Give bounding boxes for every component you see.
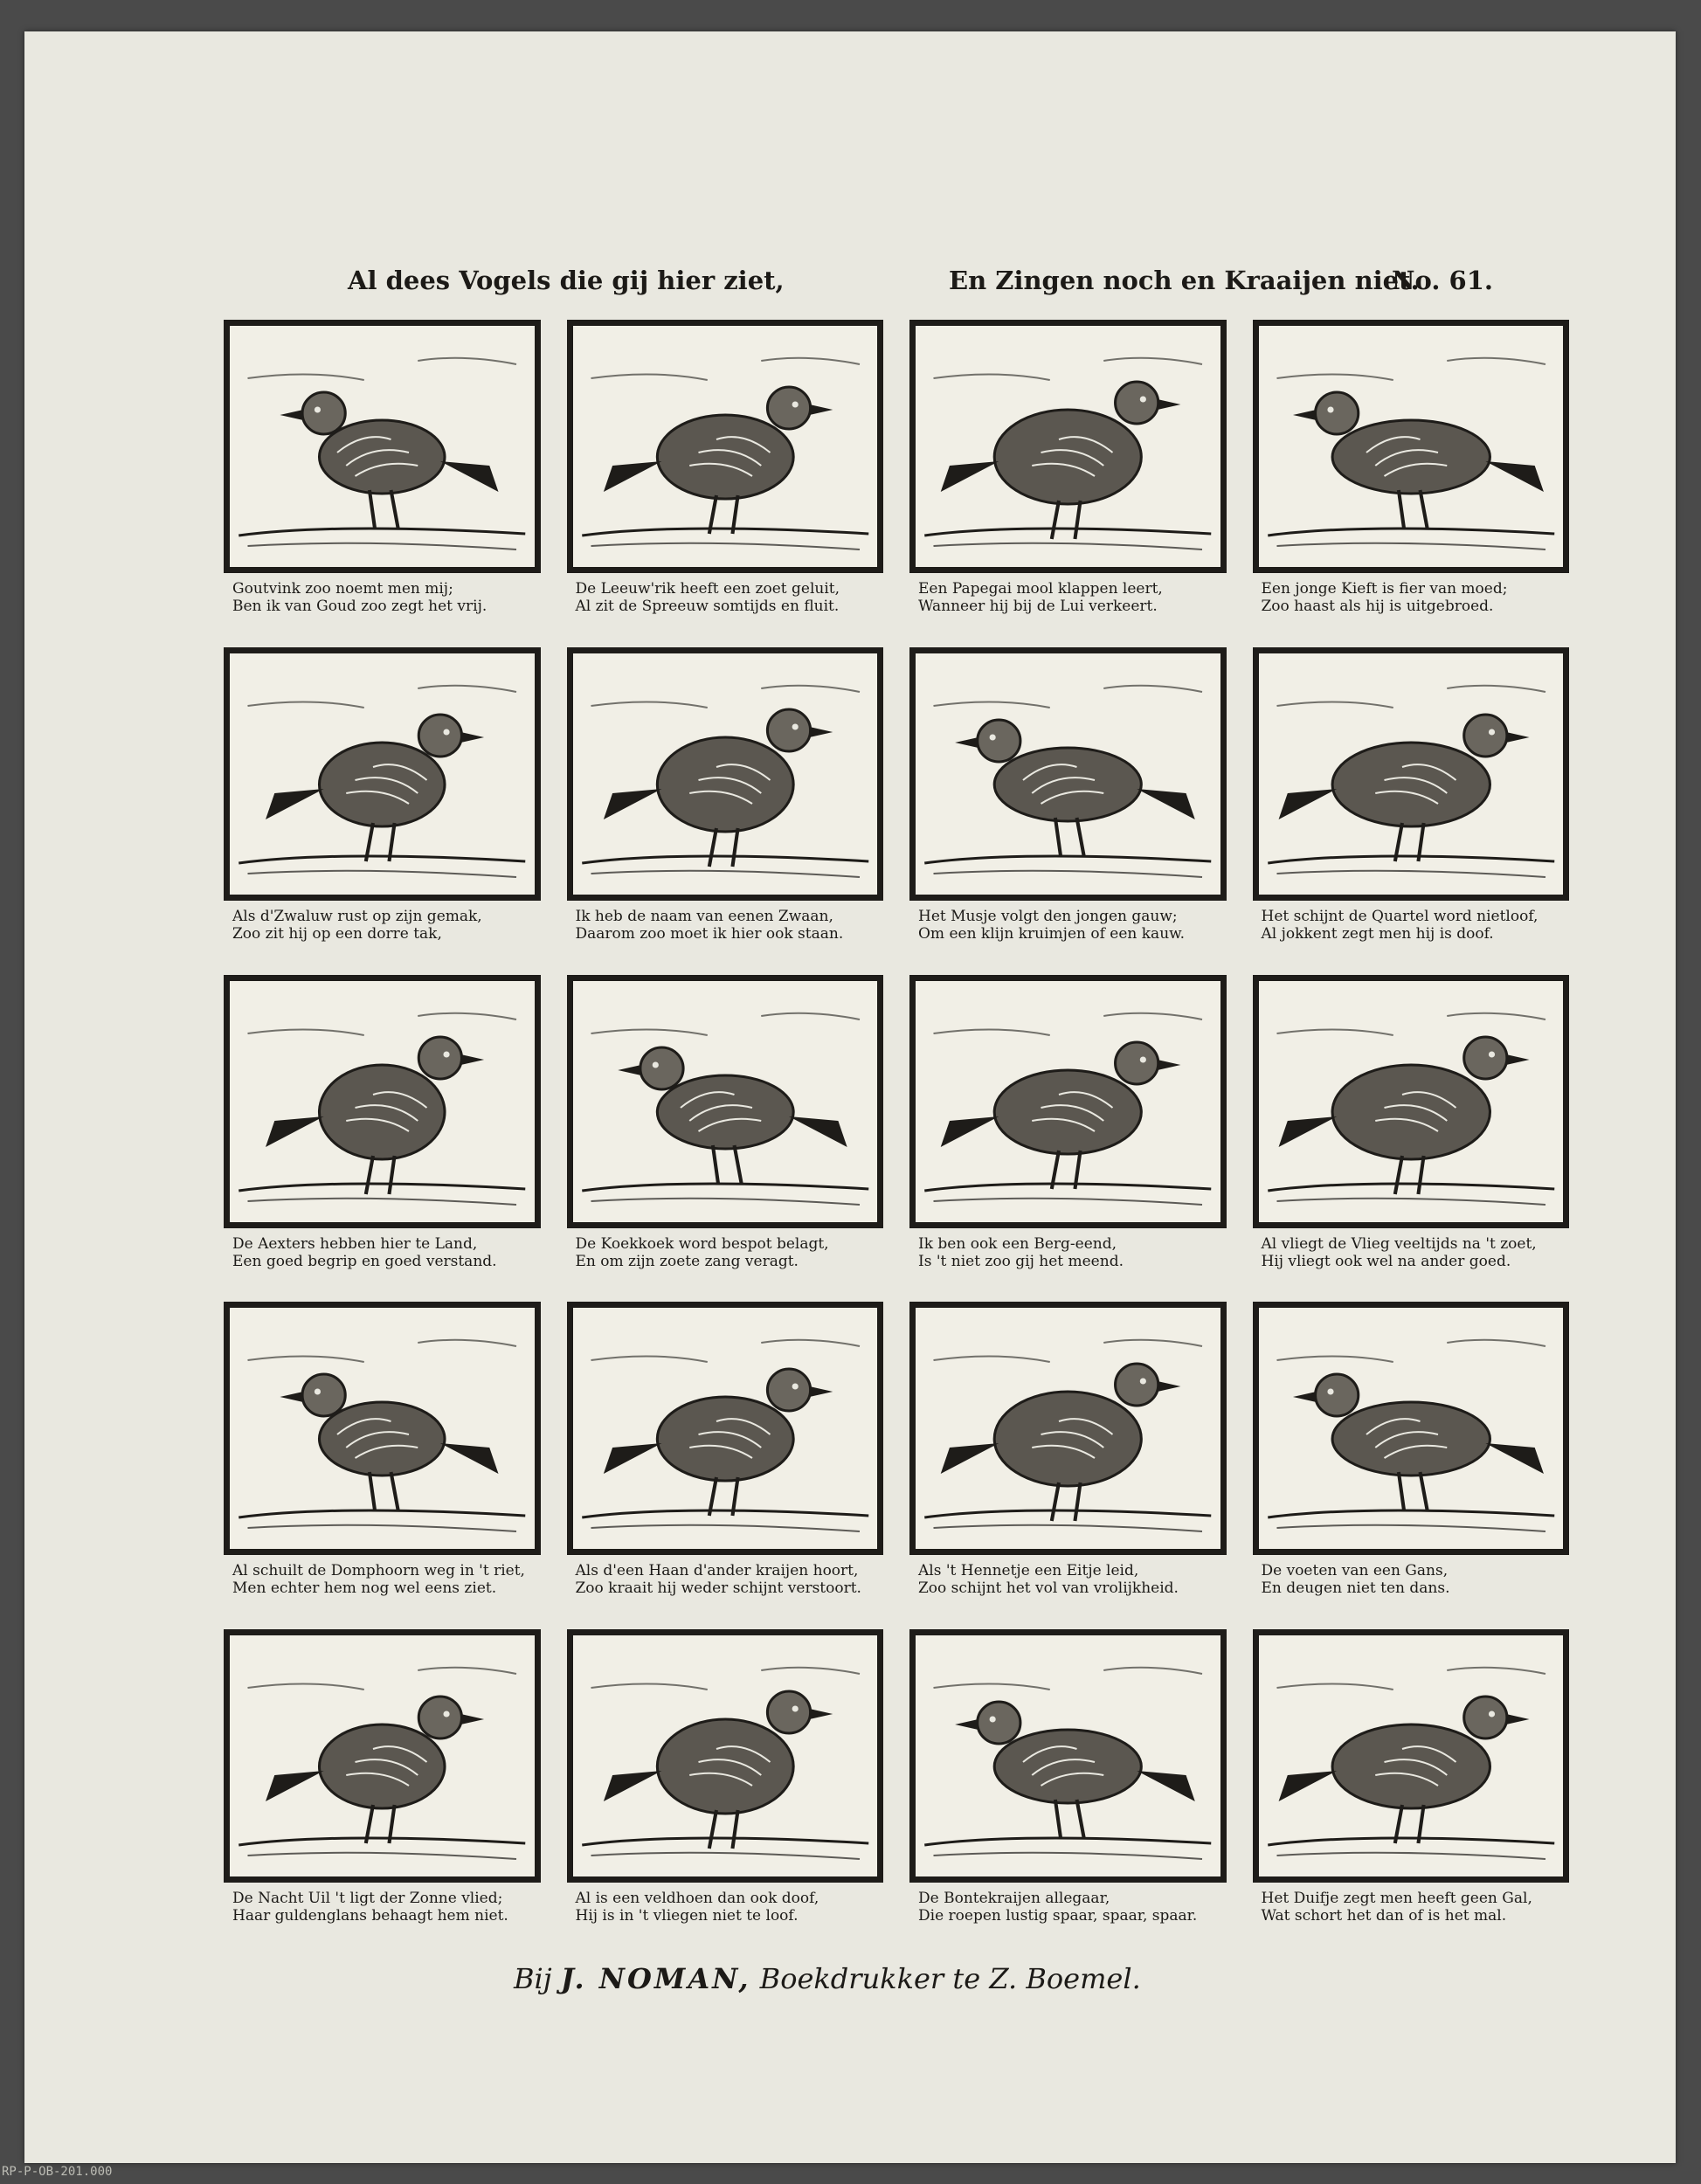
caption-line-2: Ben ik van Goud zoo zegt het vrij. [232, 598, 487, 615]
caption-line-2: Een goed begrip en goed verstand. [232, 1252, 497, 1270]
woodcut-bird-illustration [909, 647, 1227, 901]
woodcut-panel [567, 1629, 884, 1945]
caption-line-1: Een jonge Kieft is fier van moed; [1261, 580, 1508, 598]
woodcut-bird-illustration [909, 320, 1227, 573]
bird-woodcut-image [573, 653, 878, 895]
page-title-right: En Zingen noch en Kraaijen niet. [949, 266, 1420, 295]
bird-woodcut-image [916, 1635, 1220, 1876]
caption-line-1: Al vliegt de Vlieg veeltijds na 't zoet, [1261, 1234, 1537, 1253]
caption-line-1: De Nacht Uil 't ligt der Zonne vlied; [232, 1890, 503, 1908]
caption-line-2: Hij is in 't vliegen niet te loof. [575, 1907, 799, 1925]
bird-woodcut-image [1259, 326, 1564, 567]
woodcut-bird-illustration [567, 320, 884, 573]
woodcut-bird-illustration [224, 1629, 541, 1883]
woodcut-bird-illustration [1253, 1629, 1570, 1883]
woodcut-panel [909, 647, 1227, 963]
panel-caption [1253, 1235, 1570, 1270]
woodcut-bird-illustration [1253, 320, 1570, 573]
bird-woodcut-image [230, 1308, 535, 1549]
woodcut-panel [909, 320, 1227, 635]
woodcut-bird-illustration [224, 975, 541, 1228]
woodcut-panel [1253, 320, 1570, 635]
woodcut-panel [224, 647, 541, 963]
woodcut-bird-illustration [909, 1629, 1227, 1883]
caption-line-2: Men echter hem nog wel eens ziet. [232, 1579, 497, 1598]
bird-woodcut-image [573, 326, 878, 567]
caption-line-2: Zoo schijnt het vol van vrolijkheid. [918, 1579, 1179, 1598]
caption-line-1: De Leeuw'rik heeft een zoet geluit, [575, 580, 840, 598]
panel-caption [909, 580, 1227, 615]
caption-line-2: Wat schort het dan of is het mal. [1261, 1907, 1507, 1925]
woodcut-panel [224, 975, 541, 1290]
imprint-printer: J. NOMAN, [560, 1962, 751, 1995]
caption-line-2: Wanneer hij bij de Lui verkeert. [918, 598, 1158, 615]
bird-woodcut-image [230, 653, 535, 895]
woodcut-bird-illustration [567, 1629, 884, 1883]
imprint-prefix: Bij [514, 1962, 552, 1995]
woodcut-bird-illustration [224, 1302, 541, 1555]
caption-line-1: Ik heb de naam van eenen Zwaan, [575, 907, 833, 925]
panel-caption [567, 1890, 884, 1925]
woodcut-panel [224, 320, 541, 635]
woodcut-bird-illustration [224, 320, 541, 573]
panel-caption [909, 1890, 1227, 1925]
woodcut-panel [909, 1302, 1227, 1617]
caption-line-2: Zoo zit hij op een dorre tak, [232, 924, 442, 943]
woodcut-panel [567, 320, 884, 635]
woodcut-panel [1253, 647, 1570, 963]
caption-line-1: Als 't Hennetje een Eitje leid, [918, 1562, 1139, 1580]
woodcut-panel [1253, 975, 1570, 1290]
woodcut-panel [909, 975, 1227, 1290]
panel-caption [1253, 580, 1570, 615]
caption-line-2: Al jokkent zegt men hij is doof. [1261, 924, 1494, 943]
caption-line-2: Is 't niet zoo gij het meend. [918, 1252, 1124, 1270]
caption-line-1: Als d'een Haan d'ander kraijen hoort, [575, 1562, 859, 1580]
caption-line-1: De Bontekraijen allegaar, [918, 1890, 1110, 1908]
imprint-suffix: Boekdrukker te Z. Boemel. [759, 1962, 1141, 1995]
woodcut-panel [1253, 1302, 1570, 1617]
bird-woodcut-image [1259, 1635, 1564, 1876]
woodcut-panel [567, 1302, 884, 1617]
panel-caption [224, 1235, 541, 1270]
caption-line-2: En om zijn zoete zang veragt. [575, 1252, 799, 1270]
printer-imprint [514, 1962, 1141, 1995]
caption-line-2: Daarom zoo moet ik hier ook staan. [575, 924, 844, 943]
bird-woodcut-image [1259, 981, 1564, 1222]
caption-line-1: Goutvink zoo noemt men mij; [232, 580, 453, 598]
woodcut-bird-illustration [224, 647, 541, 901]
caption-line-2: Zoo haast als hij is uitgebroed. [1261, 598, 1494, 615]
woodcut-panel [224, 1302, 541, 1617]
woodcut-grid [224, 320, 1569, 1945]
bird-woodcut-image [916, 1308, 1220, 1549]
caption-line-1: Een Papegai mool klappen leert, [918, 580, 1163, 598]
caption-line-1: Het Musje volgt den jongen gauw; [918, 907, 1178, 925]
woodcut-bird-illustration [909, 1302, 1227, 1555]
woodcut-bird-illustration [1253, 647, 1570, 901]
panel-caption [909, 908, 1227, 943]
woodcut-bird-illustration [567, 647, 884, 901]
caption-line-1: Al schuilt de Domphoorn weg in 't riet, [232, 1562, 525, 1580]
caption-line-2: Hij vliegt ook wel na ander goed. [1261, 1252, 1511, 1270]
caption-line-1: De voeten van een Gans, [1261, 1562, 1449, 1580]
bird-woodcut-image [916, 326, 1220, 567]
bird-woodcut-image [1259, 653, 1564, 895]
bird-woodcut-image [573, 1635, 878, 1876]
woodcut-bird-illustration [567, 975, 884, 1228]
panel-caption [1253, 1890, 1570, 1925]
panel-caption [567, 580, 884, 615]
woodcut-panel [224, 1629, 541, 1945]
caption-line-2: En deugen niet ten dans. [1261, 1579, 1450, 1598]
panel-caption [567, 1562, 884, 1597]
woodcut-bird-illustration [1253, 975, 1570, 1228]
panel-caption [567, 908, 884, 943]
woodcut-bird-illustration [567, 1302, 884, 1555]
caption-line-2: Haar guldenglans behaagt hem niet. [232, 1907, 508, 1925]
caption-line-1: De Aexters hebben hier te Land, [232, 1234, 478, 1253]
woodcut-bird-illustration [909, 975, 1227, 1228]
panel-caption [224, 1890, 541, 1925]
caption-line-1: Al is een veldhoen dan ook doof, [575, 1890, 819, 1908]
panel-caption [567, 1235, 884, 1270]
bird-woodcut-image [230, 326, 535, 567]
bird-woodcut-image [573, 981, 878, 1222]
page-title-left: Al dees Vogels die gij hier ziet, [348, 266, 785, 295]
bird-woodcut-image [573, 1308, 878, 1549]
caption-line-2: Al zit de Spreeuw somtijds en fluit. [575, 598, 840, 615]
woodcut-panel [567, 647, 884, 963]
caption-line-1: Het schijnt de Quartel word nietloof, [1261, 907, 1539, 925]
caption-line-1: Als d'Zwaluw rust op zijn gemak, [232, 907, 482, 925]
panel-caption [224, 908, 541, 943]
bird-woodcut-image [230, 981, 535, 1222]
panel-caption [909, 1235, 1227, 1270]
caption-line-2: Om een klijn kruimjen of een kauw. [918, 924, 1186, 943]
bird-woodcut-image [1259, 1308, 1564, 1549]
panel-caption [1253, 1562, 1570, 1597]
caption-line-2: Die roepen lustig spaar, spaar, spaar. [918, 1907, 1198, 1925]
panel-caption [1253, 908, 1570, 943]
caption-line-1: Ik ben ook een Berg-eend, [918, 1234, 1117, 1253]
caption-line-2: Zoo kraait hij weder schijnt verstoort. [575, 1579, 861, 1598]
bird-woodcut-image [916, 981, 1220, 1222]
caption-line-1: Het Duifje zegt men heeft geen Gal, [1261, 1890, 1532, 1908]
bird-woodcut-image [916, 653, 1220, 895]
woodcut-panel [909, 1629, 1227, 1945]
woodcut-panel [567, 975, 884, 1290]
woodcut-bird-illustration [1253, 1302, 1570, 1555]
broadsheet-page [24, 31, 1676, 2163]
panel-caption [909, 1562, 1227, 1597]
archive-reference: RP-P-OB-201.000 [2, 2165, 113, 2179]
sheet-number: No. 61. [1392, 266, 1493, 295]
caption-line-1: De Koekkoek word bespot belagt, [575, 1234, 829, 1253]
woodcut-panel [1253, 1629, 1570, 1945]
panel-caption [224, 580, 541, 615]
bird-woodcut-image [230, 1635, 535, 1876]
panel-caption [224, 1562, 541, 1597]
